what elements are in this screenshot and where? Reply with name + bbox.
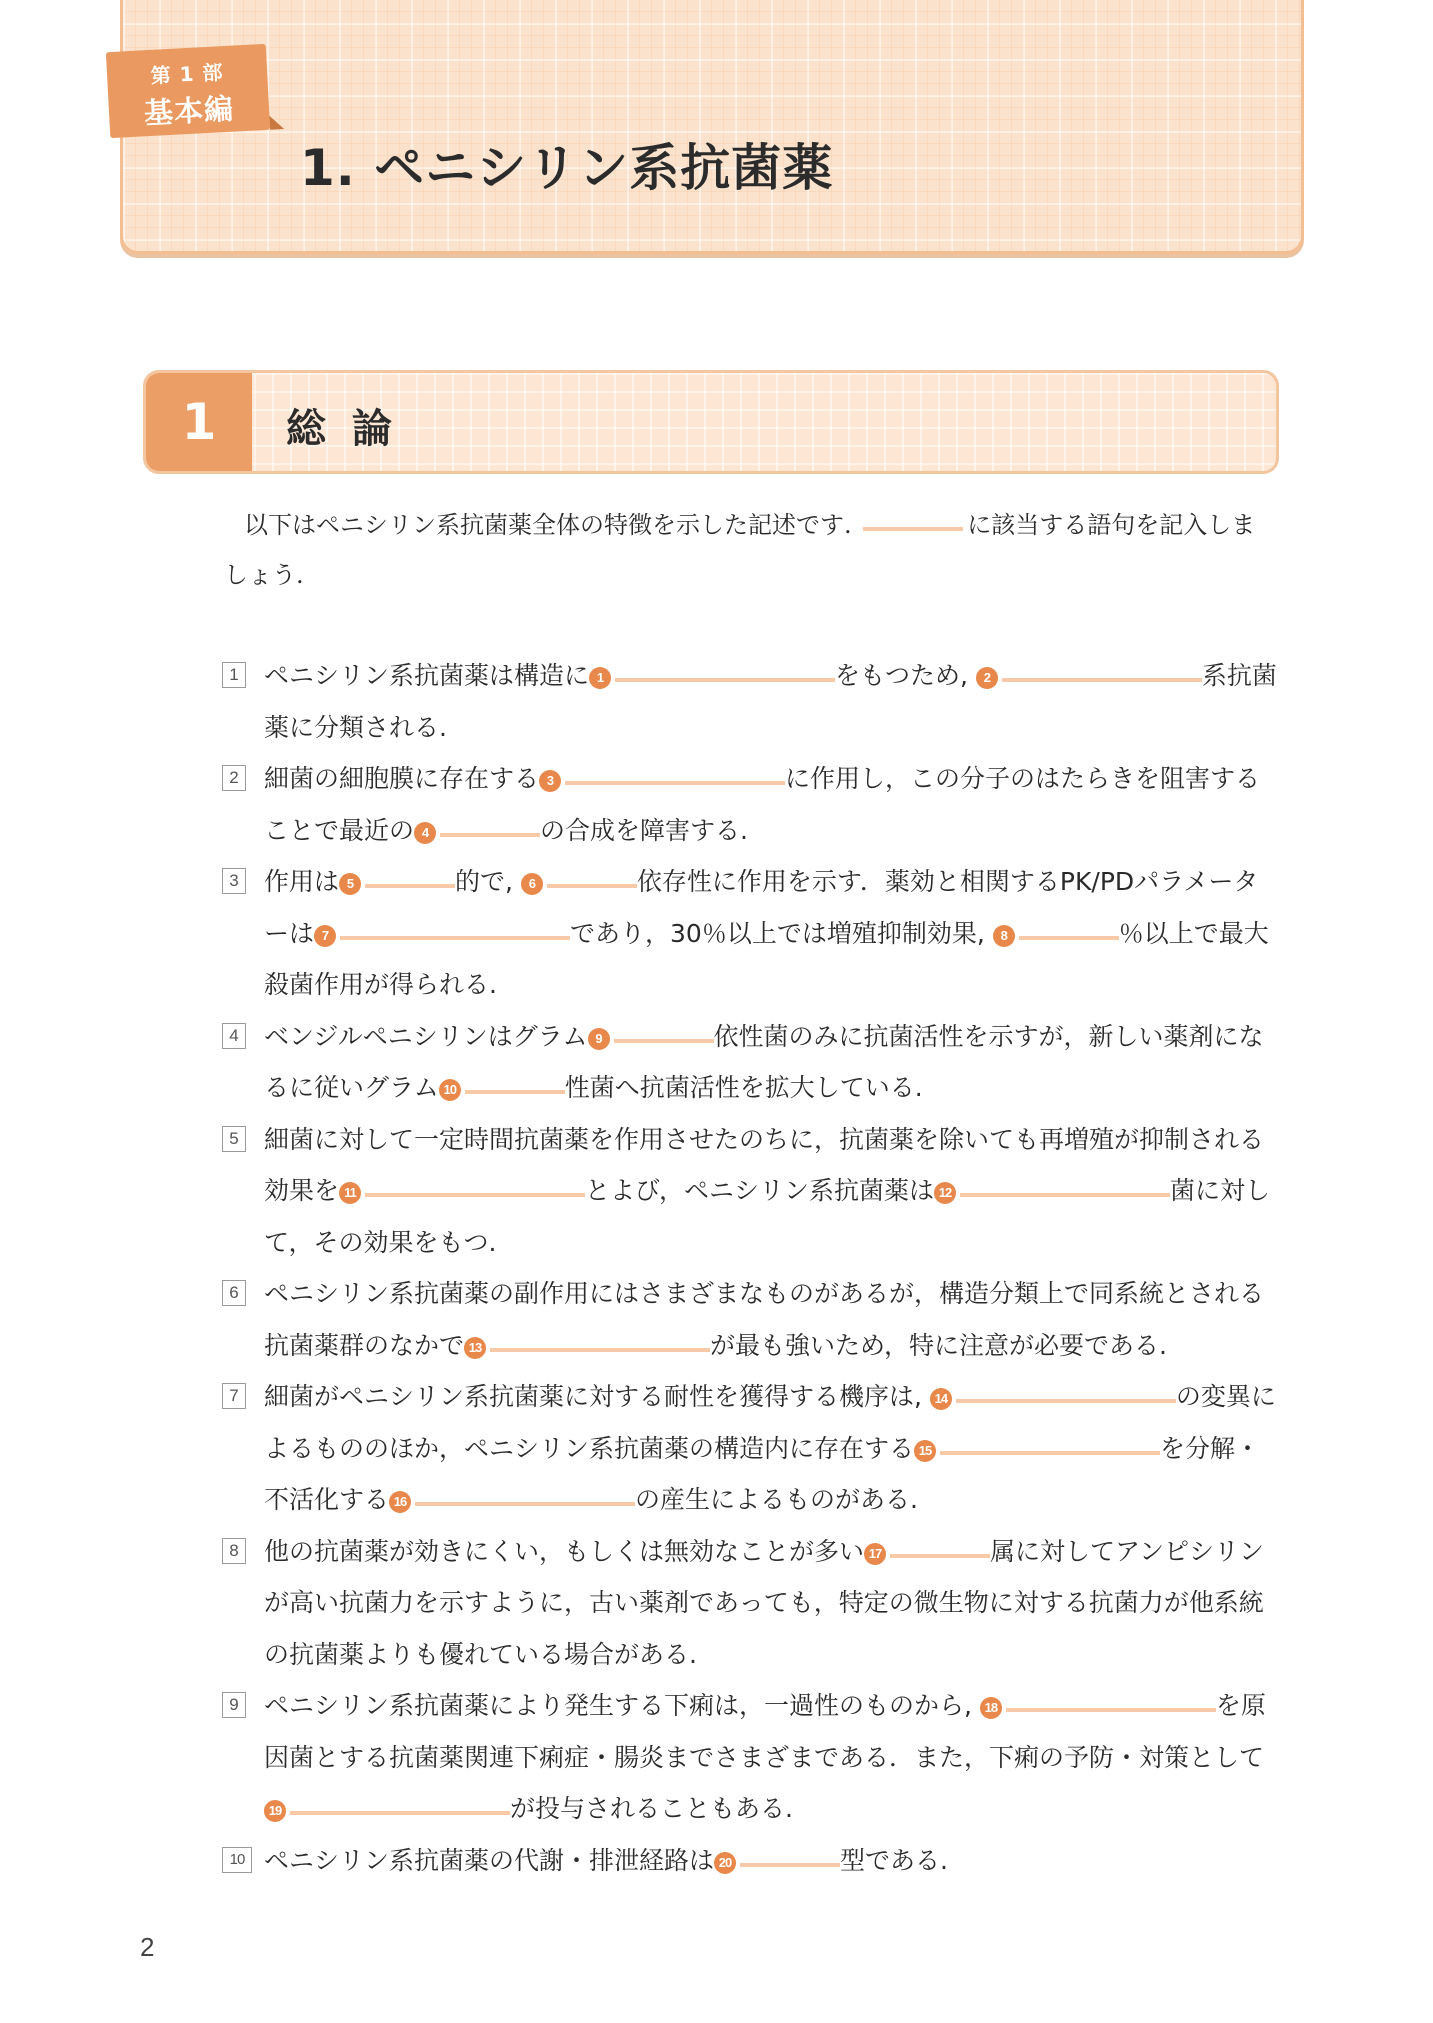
- item-text: 性菌へ抗菌活性を拡大している.: [564, 1073, 923, 1102]
- item-text: の合成を障害する.: [540, 815, 748, 845]
- item-number: 8: [222, 1538, 246, 1564]
- blank-number-badge: 3: [539, 770, 561, 792]
- answer-blank[interactable]: [714, 1835, 840, 1887]
- answer-blank[interactable]: [414, 805, 540, 857]
- blank-line: [290, 1811, 510, 1815]
- blank-line: [440, 833, 540, 837]
- part-name: 基本編: [143, 91, 235, 131]
- item-number: 9: [222, 1692, 246, 1718]
- blank-line: [465, 1090, 565, 1094]
- item-text: の産生によるものがある.: [635, 1485, 918, 1514]
- blank-number-badge: 8: [993, 925, 1015, 947]
- blank-line: [956, 1399, 1176, 1403]
- section-number: 1: [146, 373, 252, 471]
- item-text: 細菌の細胞膜に存在する: [264, 764, 540, 793]
- blank-number-badge: 18: [980, 1697, 1002, 1719]
- blank-number-badge: 19: [264, 1800, 286, 1822]
- blank-line: [365, 884, 455, 888]
- question-item: [222, 1526, 1278, 1681]
- answer-blank[interactable]: [264, 1783, 510, 1835]
- blank-number-badge: 13: [464, 1337, 486, 1359]
- item-text: 細菌に対して一定時間抗菌薬を作用させたのちに，抗菌薬を除いても再増殖が抑制される効果を: [264, 1124, 1265, 1205]
- blank-number-badge: 1: [589, 667, 611, 689]
- answer-blank[interactable]: [914, 1423, 1160, 1475]
- blank-line: [890, 1554, 990, 1558]
- blank-line: [615, 678, 835, 682]
- item-text: 系抗菌薬に分類される.: [264, 661, 1277, 742]
- answer-blank[interactable]: [539, 753, 785, 805]
- blank-number-badge: 20: [714, 1852, 736, 1874]
- blank-number-badge: 6: [521, 873, 543, 895]
- blank-number-badge: 4: [414, 822, 436, 844]
- intro-text-before: 以下はペニシリン系抗菌薬全体の特徴を示した記述です.: [244, 511, 852, 539]
- item-text: 作用は: [264, 867, 340, 896]
- blank-line: [1019, 936, 1119, 940]
- item-number: 6: [222, 1280, 246, 1306]
- answer-blank[interactable]: [389, 1474, 635, 1526]
- answer-blank[interactable]: [934, 1165, 1170, 1217]
- question-item: [222, 753, 1278, 856]
- question-item: [222, 1011, 1278, 1114]
- question-item: [222, 1114, 1278, 1269]
- blank-number-badge: 15: [914, 1440, 936, 1462]
- chapter-title: 1. ペニシリン系抗菌薬: [300, 139, 834, 197]
- blank-line: [1002, 678, 1202, 682]
- item-text: 依性菌のみに抗菌活性を示すが，新しい薬剤になるに従いグラム: [264, 1021, 1264, 1102]
- item-text: ペニシリン系抗菌薬の代謝・排泄経路は: [264, 1845, 715, 1875]
- blank-line: [565, 781, 785, 785]
- item-number: 10: [222, 1847, 252, 1873]
- answer-blank[interactable]: [864, 1526, 990, 1578]
- blank-number-badge: 14: [930, 1388, 952, 1410]
- answer-blank[interactable]: [588, 1011, 714, 1063]
- item-text: の変異によるもののほか，ペニシリン系抗菌薬の構造内に存在する: [264, 1382, 1276, 1463]
- answer-blank[interactable]: [521, 856, 637, 908]
- item-text: 属に対してアンピシリンが高い抗菌力を示すように，古い薬剤であっても，特定の微生物に対する抗菌力が他系統の抗菌薬よりも優れている場合がある.: [264, 1536, 1265, 1669]
- blank-number-badge: 7: [314, 925, 336, 947]
- blank-number-badge: 11: [339, 1182, 361, 1204]
- answer-blank[interactable]: [980, 1680, 1216, 1732]
- blank-number-badge: 10: [439, 1079, 461, 1101]
- item-text: ペニシリン系抗菌薬は構造に: [264, 661, 590, 690]
- item-text: ％以上で最大殺菌作用が得られる.: [264, 918, 1269, 999]
- question-item: [222, 856, 1278, 1011]
- blank-number-badge: 5: [339, 873, 361, 895]
- page-number: 2: [140, 1932, 155, 1962]
- item-text: 他の抗菌薬が効きにくい，もしくは無効なことが多い: [264, 1536, 865, 1566]
- answer-blank[interactable]: [589, 650, 835, 702]
- blank-number-badge: 9: [588, 1028, 610, 1050]
- answer-blank[interactable]: [464, 1320, 710, 1372]
- blank-number-badge: 17: [864, 1543, 886, 1565]
- item-number: 7: [222, 1383, 246, 1409]
- item-text: 的で,: [455, 867, 513, 896]
- answer-blank[interactable]: [314, 908, 570, 960]
- item-text: 型である.: [840, 1845, 948, 1875]
- item-number: 4: [222, 1023, 246, 1049]
- blank-number-badge: 16: [389, 1491, 411, 1513]
- answer-blank[interactable]: [339, 1165, 585, 1217]
- blank-line: [365, 1193, 585, 1197]
- question-item: [222, 1680, 1278, 1835]
- blank-line: [960, 1193, 1170, 1197]
- answer-blank[interactable]: [930, 1371, 1176, 1423]
- blank-line: [547, 884, 637, 888]
- item-text: を原因菌とする抗菌薬関連下痢症・腸炎までさまざまである．また，下痢の予防・対策として: [264, 1691, 1266, 1772]
- item-text: 依存性に作用を示す．薬効と相関するPK/PDパラメーターは: [264, 867, 1259, 948]
- intro-text-after: に該当する語句を記入しましょう.: [224, 511, 1256, 589]
- answer-blank[interactable]: [439, 1062, 565, 1114]
- item-text: ペニシリン系抗菌薬の副作用にはさまざまなものがあるが，構造分類上で同系統とされる抗菌薬群のなかで: [264, 1279, 1265, 1360]
- question-item: [222, 1371, 1278, 1526]
- item-text: に作用し，この分子のはたらきを阻害することで最近の: [264, 764, 1261, 845]
- section-header: [143, 370, 1279, 474]
- blank-line: [340, 936, 570, 940]
- item-text: をもつため,: [835, 661, 968, 690]
- item-text: 細菌がペニシリン系抗菌薬に対する耐性を獲得する機序は,: [264, 1382, 922, 1411]
- item-number: 5: [222, 1126, 246, 1152]
- question-list: [222, 650, 1278, 1886]
- answer-blank[interactable]: [993, 908, 1119, 960]
- question-item: [222, 650, 1278, 753]
- blank-line: [415, 1502, 635, 1506]
- item-number: 3: [222, 868, 246, 894]
- blank-line: [1006, 1708, 1216, 1712]
- chapter-header-panel: [120, 0, 1304, 254]
- item-text: ベンジルペニシリンはグラム: [264, 1021, 588, 1051]
- blank-number-badge: 2: [976, 667, 998, 689]
- part-tag: [106, 44, 270, 138]
- item-text: が最も強いため，特に注意が必要である.: [710, 1330, 1167, 1360]
- item-text: 菌に対して，その効果をもつ.: [264, 1176, 1271, 1257]
- section-title: 総 論: [286, 406, 398, 452]
- intro-paragraph: [224, 500, 1276, 600]
- blank-line: [940, 1451, 1160, 1455]
- intro-blank-sample: [863, 527, 963, 531]
- item-text: が投与されることもある.: [510, 1794, 793, 1823]
- answer-blank[interactable]: [976, 650, 1202, 702]
- question-item: [222, 1835, 1278, 1887]
- blank-number-badge: 12: [934, 1182, 956, 1204]
- item-text: とよび，ペニシリン系抗菌薬は: [585, 1176, 935, 1205]
- item-number: 2: [222, 765, 246, 791]
- blank-line: [740, 1863, 840, 1867]
- item-text: ペニシリン系抗菌薬により発生する下痢は，一過性のものから,: [264, 1691, 972, 1720]
- part-label: 第 1 部: [150, 60, 225, 88]
- item-text: を分解・不活化する: [264, 1433, 1261, 1514]
- question-item: [222, 1268, 1278, 1371]
- item-number: 1: [222, 662, 246, 688]
- blank-line: [614, 1039, 714, 1043]
- blank-line: [490, 1348, 710, 1352]
- item-text: であり，30％以上では増殖抑制効果,: [570, 918, 985, 948]
- answer-blank[interactable]: [339, 856, 455, 908]
